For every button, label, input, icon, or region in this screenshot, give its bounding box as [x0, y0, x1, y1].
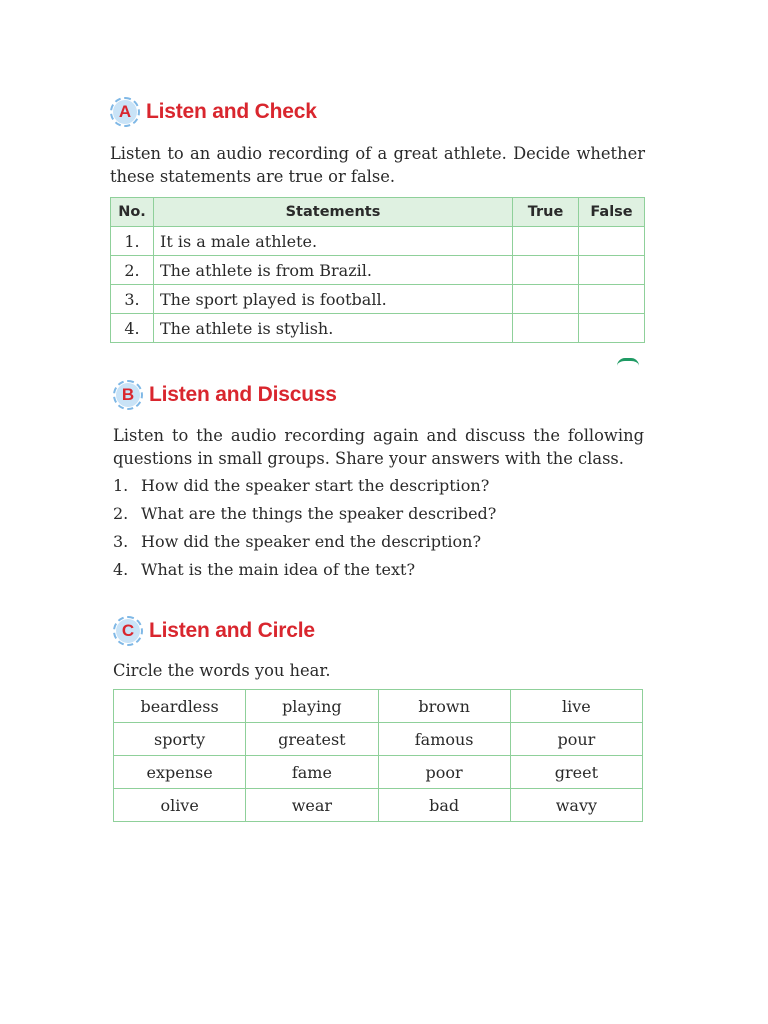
row-statement: The athlete is from Brazil.: [154, 256, 513, 285]
question-text: What are the things the speaker described?: [141, 504, 497, 523]
table-row: [111, 227, 645, 256]
row-number: 1.: [111, 227, 154, 256]
section-b-instruction: [113, 424, 644, 470]
list-item: [113, 504, 496, 532]
word-row: [114, 723, 643, 756]
word-cell[interactable]: wear: [246, 789, 378, 822]
word-cell[interactable]: expense: [114, 756, 246, 789]
question-text: How did the speaker start the description?: [141, 476, 490, 495]
word-cell[interactable]: poor: [378, 756, 510, 789]
section-title: Listen and Discuss: [149, 383, 337, 406]
row-number: 4.: [111, 314, 154, 343]
section-letter-badge: [113, 616, 143, 646]
table-header-row: [111, 198, 645, 227]
question-number: 3.: [113, 532, 129, 551]
section-a-instruction: [110, 142, 645, 188]
badge-letter: A: [113, 100, 137, 124]
true-cell[interactable]: [513, 256, 579, 285]
word-row: [114, 789, 643, 822]
question-number: 1.: [113, 476, 129, 495]
false-cell[interactable]: [579, 227, 645, 256]
word-cell[interactable]: live: [510, 690, 642, 723]
word-row: [114, 690, 643, 723]
section-a-heading: [110, 97, 317, 127]
word-cell[interactable]: famous: [378, 723, 510, 756]
instruction-line: Listen to the audio recording again and discuss the following: [113, 426, 644, 445]
row-statement: The athlete is stylish.: [154, 314, 513, 343]
list-item: [113, 532, 496, 560]
word-cell[interactable]: pour: [510, 723, 642, 756]
false-cell[interactable]: [579, 314, 645, 343]
question-number: 4.: [113, 560, 129, 579]
decorative-divider: [617, 358, 639, 366]
false-cell[interactable]: [579, 256, 645, 285]
word-grid: [113, 689, 643, 822]
word-cell[interactable]: bad: [378, 789, 510, 822]
badge-letter: C: [116, 619, 140, 643]
table-row: [111, 256, 645, 285]
list-item: [113, 560, 496, 588]
header-statements: Statements: [154, 198, 513, 227]
question-number: 2.: [113, 504, 129, 523]
word-cell[interactable]: playing: [246, 690, 378, 723]
true-cell[interactable]: [513, 227, 579, 256]
row-number: 2.: [111, 256, 154, 285]
row-statement: The sport played is football.: [154, 285, 513, 314]
word-cell[interactable]: sporty: [114, 723, 246, 756]
section-b-heading: [113, 380, 337, 410]
row-number: 3.: [111, 285, 154, 314]
list-item: [113, 476, 496, 504]
section-letter-badge: [110, 97, 140, 127]
section-title: Listen and Check: [146, 100, 317, 123]
word-cell[interactable]: brown: [378, 690, 510, 723]
header-true: True: [513, 198, 579, 227]
section-c-heading: [113, 616, 315, 646]
question-text: How did the speaker end the description?: [141, 532, 482, 551]
row-statement: It is a male athlete.: [154, 227, 513, 256]
header-no: No.: [111, 198, 154, 227]
table-row: [111, 285, 645, 314]
word-cell[interactable]: fame: [246, 756, 378, 789]
instruction-line: Listen to an audio recording of a great athlete. Decide whether: [110, 144, 645, 163]
word-cell[interactable]: beardless: [114, 690, 246, 723]
instruction-line: questions in small groups. Share your answers with the class.: [113, 449, 624, 468]
section-letter-badge: [113, 380, 143, 410]
word-cell[interactable]: wavy: [510, 789, 642, 822]
question-text: What is the main idea of the text?: [141, 560, 416, 579]
statements-table: [110, 197, 645, 343]
header-false: False: [579, 198, 645, 227]
word-cell[interactable]: olive: [114, 789, 246, 822]
section-c-instruction: Circle the words you hear.: [113, 661, 331, 680]
badge-letter: B: [116, 383, 140, 407]
true-cell[interactable]: [513, 285, 579, 314]
instruction-line: these statements are true or false.: [110, 167, 396, 186]
word-cell[interactable]: greatest: [246, 723, 378, 756]
word-cell[interactable]: greet: [510, 756, 642, 789]
discussion-questions: [113, 476, 496, 588]
false-cell[interactable]: [579, 285, 645, 314]
section-title: Listen and Circle: [149, 619, 315, 642]
true-cell[interactable]: [513, 314, 579, 343]
word-row: [114, 756, 643, 789]
table-row: [111, 314, 645, 343]
